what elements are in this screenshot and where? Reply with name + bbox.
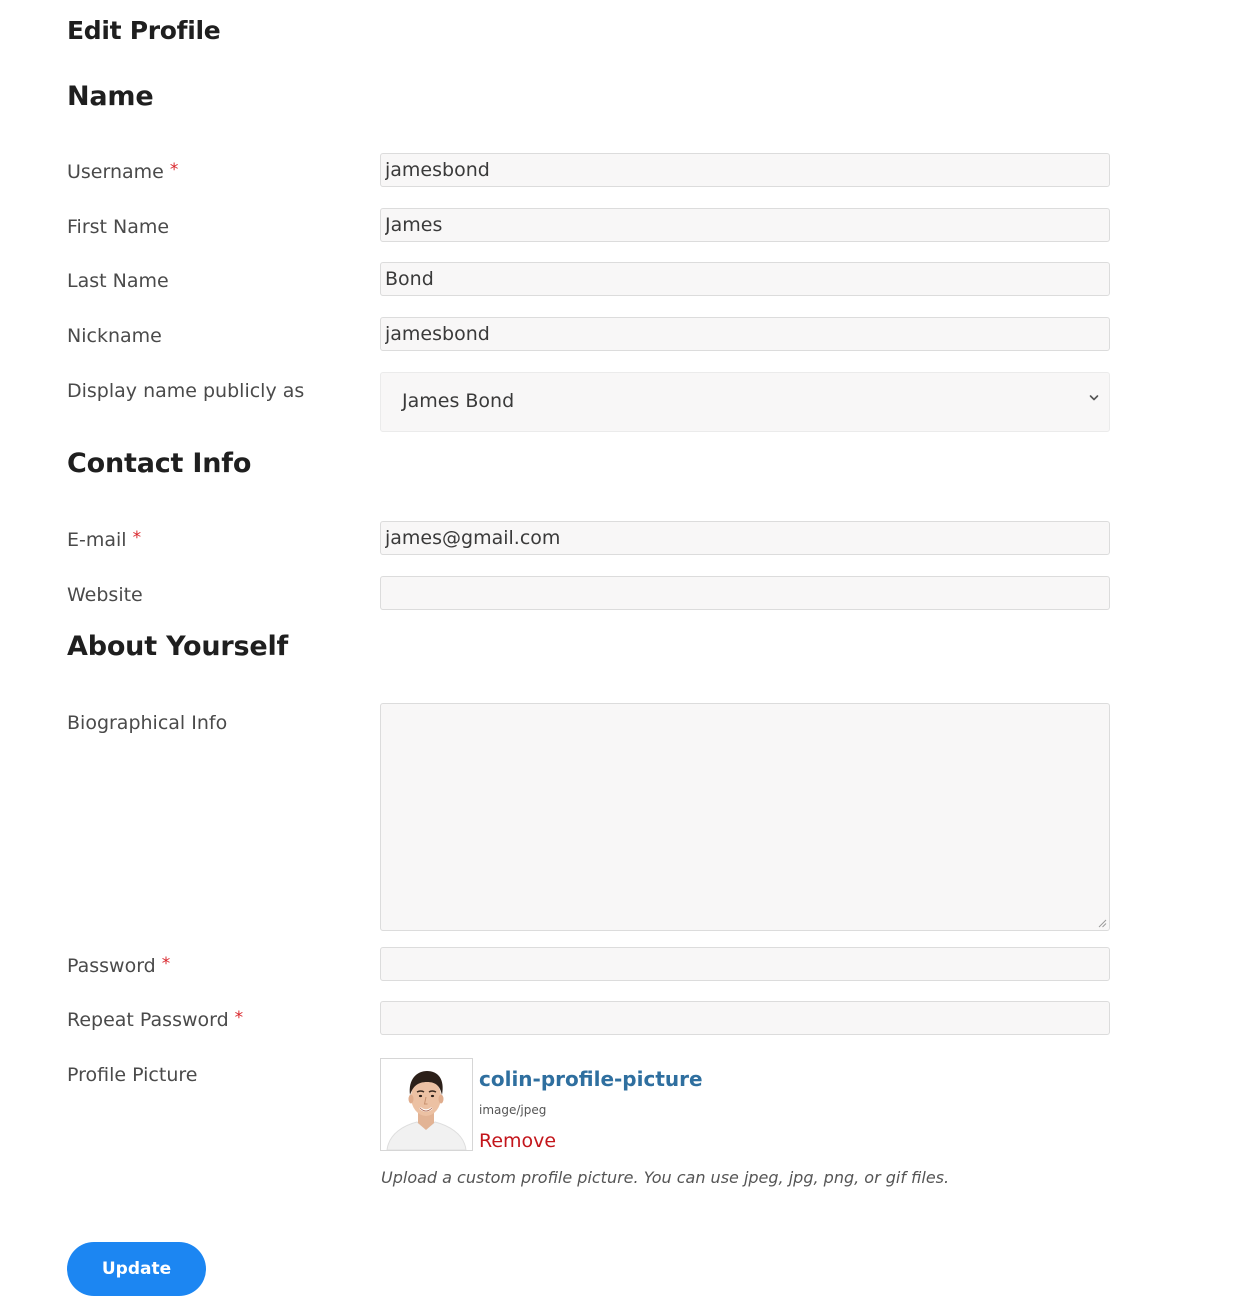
- password-label: [67, 954, 170, 979]
- profile-picture-file-type: image/jpeg: [479, 1103, 547, 1117]
- section-heading-name: Name: [67, 81, 154, 112]
- remove-picture-link[interactable]: Remove: [479, 1130, 557, 1152]
- nickname-input[interactable]: [380, 317, 1110, 351]
- username-input[interactable]: [380, 153, 1110, 187]
- email-label-text: E-mail: [67, 529, 127, 551]
- profile-picture-help-text: Upload a custom profile picture. You can use jpeg, jpg, png, or gif files.: [381, 1168, 950, 1187]
- update-button[interactable]: Update: [67, 1242, 206, 1296]
- repeat-password-input[interactable]: [380, 1001, 1110, 1035]
- display-name-select[interactable]: [380, 372, 1110, 432]
- bio-label: Biographical Info: [67, 712, 228, 734]
- email-input[interactable]: [380, 521, 1110, 555]
- nickname-label: Nickname: [67, 325, 162, 347]
- first-name-label: First Name: [67, 216, 170, 238]
- required-marker: *: [169, 160, 179, 180]
- username-label-text: Username: [67, 161, 164, 183]
- chevron-down-icon: [1087, 391, 1101, 405]
- password-input[interactable]: [380, 947, 1110, 981]
- profile-picture-label: Profile Picture: [67, 1064, 198, 1086]
- resize-grip-icon[interactable]: [1098, 919, 1107, 928]
- display-name-label: Display name publicly as: [67, 380, 305, 402]
- section-heading-about: About Yourself: [67, 631, 289, 662]
- repeat-password-label-text: Repeat Password: [67, 1009, 229, 1031]
- email-label: [67, 528, 141, 553]
- username-label: [67, 160, 178, 185]
- profile-photo-image: [381, 1059, 472, 1150]
- repeat-password-label: [67, 1008, 243, 1033]
- required-marker: *: [161, 954, 171, 974]
- display-name-selected-value: James Bond: [402, 390, 515, 412]
- page-title: Edit Profile: [67, 16, 221, 45]
- website-input[interactable]: [380, 576, 1110, 610]
- website-label: Website: [67, 584, 143, 606]
- last-name-input[interactable]: [380, 262, 1110, 296]
- first-name-input[interactable]: [380, 208, 1110, 242]
- required-marker: *: [234, 1008, 244, 1028]
- profile-picture-file-link[interactable]: colin-profile-picture: [479, 1067, 703, 1091]
- password-label-text: Password: [67, 955, 156, 977]
- required-marker: *: [132, 528, 142, 548]
- profile-photo: [380, 1058, 473, 1151]
- section-heading-contact: Contact Info: [67, 448, 252, 479]
- last-name-label: Last Name: [67, 270, 169, 292]
- bio-textarea[interactable]: [380, 703, 1110, 931]
